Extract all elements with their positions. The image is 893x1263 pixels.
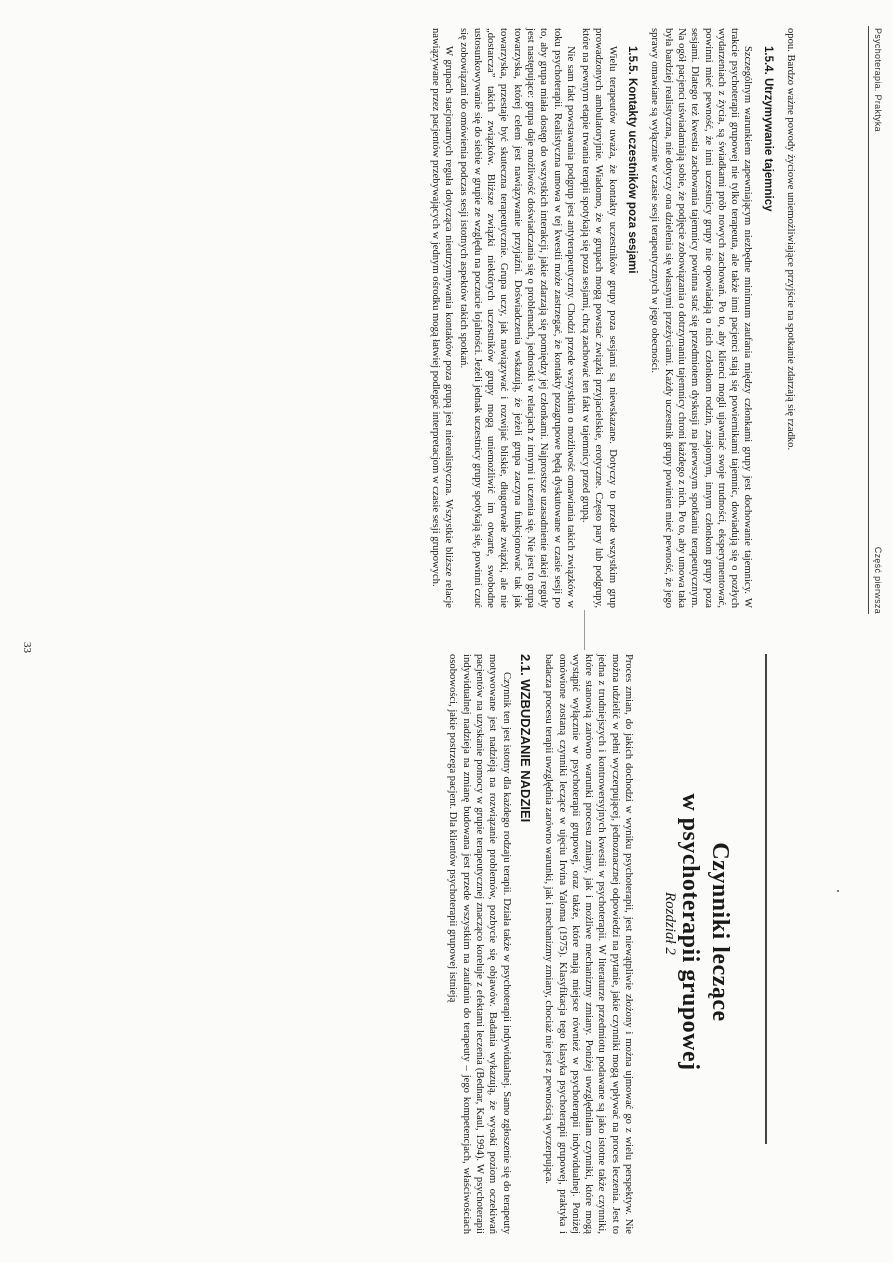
chapter-title-line-2: w psychoterapii grupowej: [677, 793, 703, 1071]
section-2-1-text: Czynnik ten jest istotny dla każdego rodzaju terapii. Działa także w psychoterapii indywidualnej. Samo zgłoszenie się do terapeuty motywowane jest nadzieją na rozwiązanie problemów, pozbycie się objawów. Badania wykazują, że wysoki poziom oczekiwań pacjentów na uzyskanie pomocy w grupie terapeutycznej znacząco koreluje z efektami leczenia (Bednar, Kaul, 1994). W psychoterapii indywidualnej nadzieja na zmianę budowana jest przede wszystkim na zaufaniu do terapeuty – jego kompetencjach, właściwościach osobowości, jakie postrzega pacjent. Dla klientów psychoterapii grupowej istnieją: [447, 654, 512, 1234]
opening-paragraph: opou. Bardzo ważne powody życiowe uniemożliwiające przyjście na spotkanie zdarzają się rzadko.: [785, 28, 796, 451]
page-number: 33: [21, 642, 33, 653]
scan-speck: [837, 890, 839, 892]
section-1-5-5-paragraph-2: Nie sam fakt powstawania podgrup jest antyterapeutyczny. Chodzi przede wszystkim o możliwość omawiania takich związków w toku psychoterapii. Realistyczna umowa w tej kwestii może zastrzegać, że kontakty pozagrupowe będą dyskutowane w czasie sesji po to, aby grupa miała dostęp do wszystkich interakcji, jakie zdarzają się pomiędzy jej członkami. Najprostsze uzasadnienie takiej reguły jest następujące: grupa daje możliwość doświadczania się o problemach, jednostki w relacjach z innymi i uczenia się. Nie jest to grupa towarzyska, której celem jest nawiązywanie przyjaźni. Doświadczenia wskazują, że jeżeli grupa zaczyna funkcjonować tak jak towarzyska, przestaje być skuteczna terapeutycznie. Grupa uczy, jak nawiązywać i rozwijać bliskie, długotrwałe związki, ale nie „dostarcza” takich związków. Bliższe związki niektórych uczestników grupy mogą uniemożliwić im otwarte, swobodne ustosunkowywanie się do siebie w grupie ze względu na poczucie lojalności. Jeżeli jednak uczestnicy grupy spotykają się, powinni czuć się zobowiązani do omówienia podczas sesji istotnych aspektów takich spotkań.: [458, 28, 576, 608]
chapter-intro-paragraph: Proces zmian, do jakich dochodzi w wyniku psychoterapii, jest niewątpliwie złożony i można ujmować go z wielu perspektyw. Nie można udzielić w pełni wyczerpującej, jednoznacznej odpowiedzi na pytanie, jakie czynniki mogą wpływać na proces leczenia. Jest to jedna z trudniejszych i kontrowersyjnych kwestii w psychoterapii. W literaturze przedmiotu podawane są jako istotne także czynniki, które stanowią zarówno warunki procesu zmiany, jak i możliwe mechanizmy zmiany. Poniżej uwzględniłam czynniki, które mogą wystąpić wyłącznie w psychoterapii grupowej, oraz także, które mają miejsce również w psychoterapii indywidualnej. Poniżej omówione zostaną czynniki leczące w ujęciu Irvina Yaloma (1975). Klasyfikacja tego klasyka psychoterapii grupowej, praktyka i badacza procesu terapii uwzględnia zarówno warunki, jak i mechanizmy zmiany, chociaż nie jest z pewnością wyczerpująca.: [543, 654, 634, 1234]
section-1-5-5-paragraph-3: W grupach stacjonarnych reguła dotycząca nieutrzymywania kontaktów poza grupą jest nierealistyczna. Wszystkie bliższe relacje nawiązywane przez pacjentów przebywających w jednym ośrodku mogą łatwiej podlegać interpretacjom w czasie sesji grupowych.: [429, 28, 455, 608]
chapter-label: Rozdział 2: [662, 892, 678, 955]
chapter-title-line-1: Czynniki leczące: [707, 842, 733, 1022]
running-header-left: Psychoterapia. Praktyka: [873, 28, 883, 132]
section-heading-1-5-4: 1.5.4. Utrzymywanie tajemnicy: [761, 46, 774, 212]
running-header-right: Część pierwsza: [873, 546, 883, 614]
section-heading-1-5-5: 1.5.5. Kontakty uczestników poza sesjami: [626, 46, 639, 274]
header-rule: [868, 26, 869, 614]
section-1-5-5-paragraph-1: Wielu terapeutów uważa, że kontakty uczestników grupy poza sesjami są niewskazane. Dotyczy to przede wszystkim grup prowadzonych ambulatoryjnie. Wiadomo, że w grupach mogą powstać związki przyjacielskie, erotyczne. Często pary lub podgrupy, które na pewnym etapie trwania terapii spotykają się poza sesjami, chcą zachować ten fakt w tajemnicy przed grupą.: [580, 28, 618, 608]
section-1-5-4-text: Szczególnym warunkiem zapewniającym niezbędne minimum zaufania między członkami grupy jest dochowanie tajemnicy. W trakcie psychoterapii grupowej nie tylko terapeuta, ale także inni pacjenci stają się powiernikami tajemnic, dowiadują się o pozłych wydarzeniach z życia, są świadkami prób nowych zachowań. Po to, aby klienci mogli ujawniać swoje trudności, eksperymentować, powinni mieć pewność, że inni uczestnicy grupy nie opowiadają o nich członkom rodzin, znajomym, innym członkom grupy poza sesjami. Dlatego też kwestia zachowania tajemnicy powinna stać się przedmiotem dyskusji na pierwszym spotkaniu terapeutycznym. Na ogół pacjenci uświadamiają sobie, że podjęcie zobowiązania o dotrzymaniu tajemnicy chroni każdego z nich. Po to, aby umowa taka była bardziej realistyczna, nie dotyczy ona dzielenia się własnymi przeżyciami. Każdy uczestnik grupy powinien mieć pewność, że jego sprawy omawiane są wyłącznie w czasie sesji terapeutycznych w jego obecności.: [649, 28, 754, 608]
right-page-body: [444, 654, 635, 1234]
left-page-body: [427, 28, 797, 608]
right-page: [0, 632, 893, 1263]
section-heading-2-1: 2.1. WZBUDZANIE NADZIEI: [517, 654, 533, 823]
chapter-title: [675, 722, 735, 1142]
chapter-rule: [766, 654, 768, 1144]
